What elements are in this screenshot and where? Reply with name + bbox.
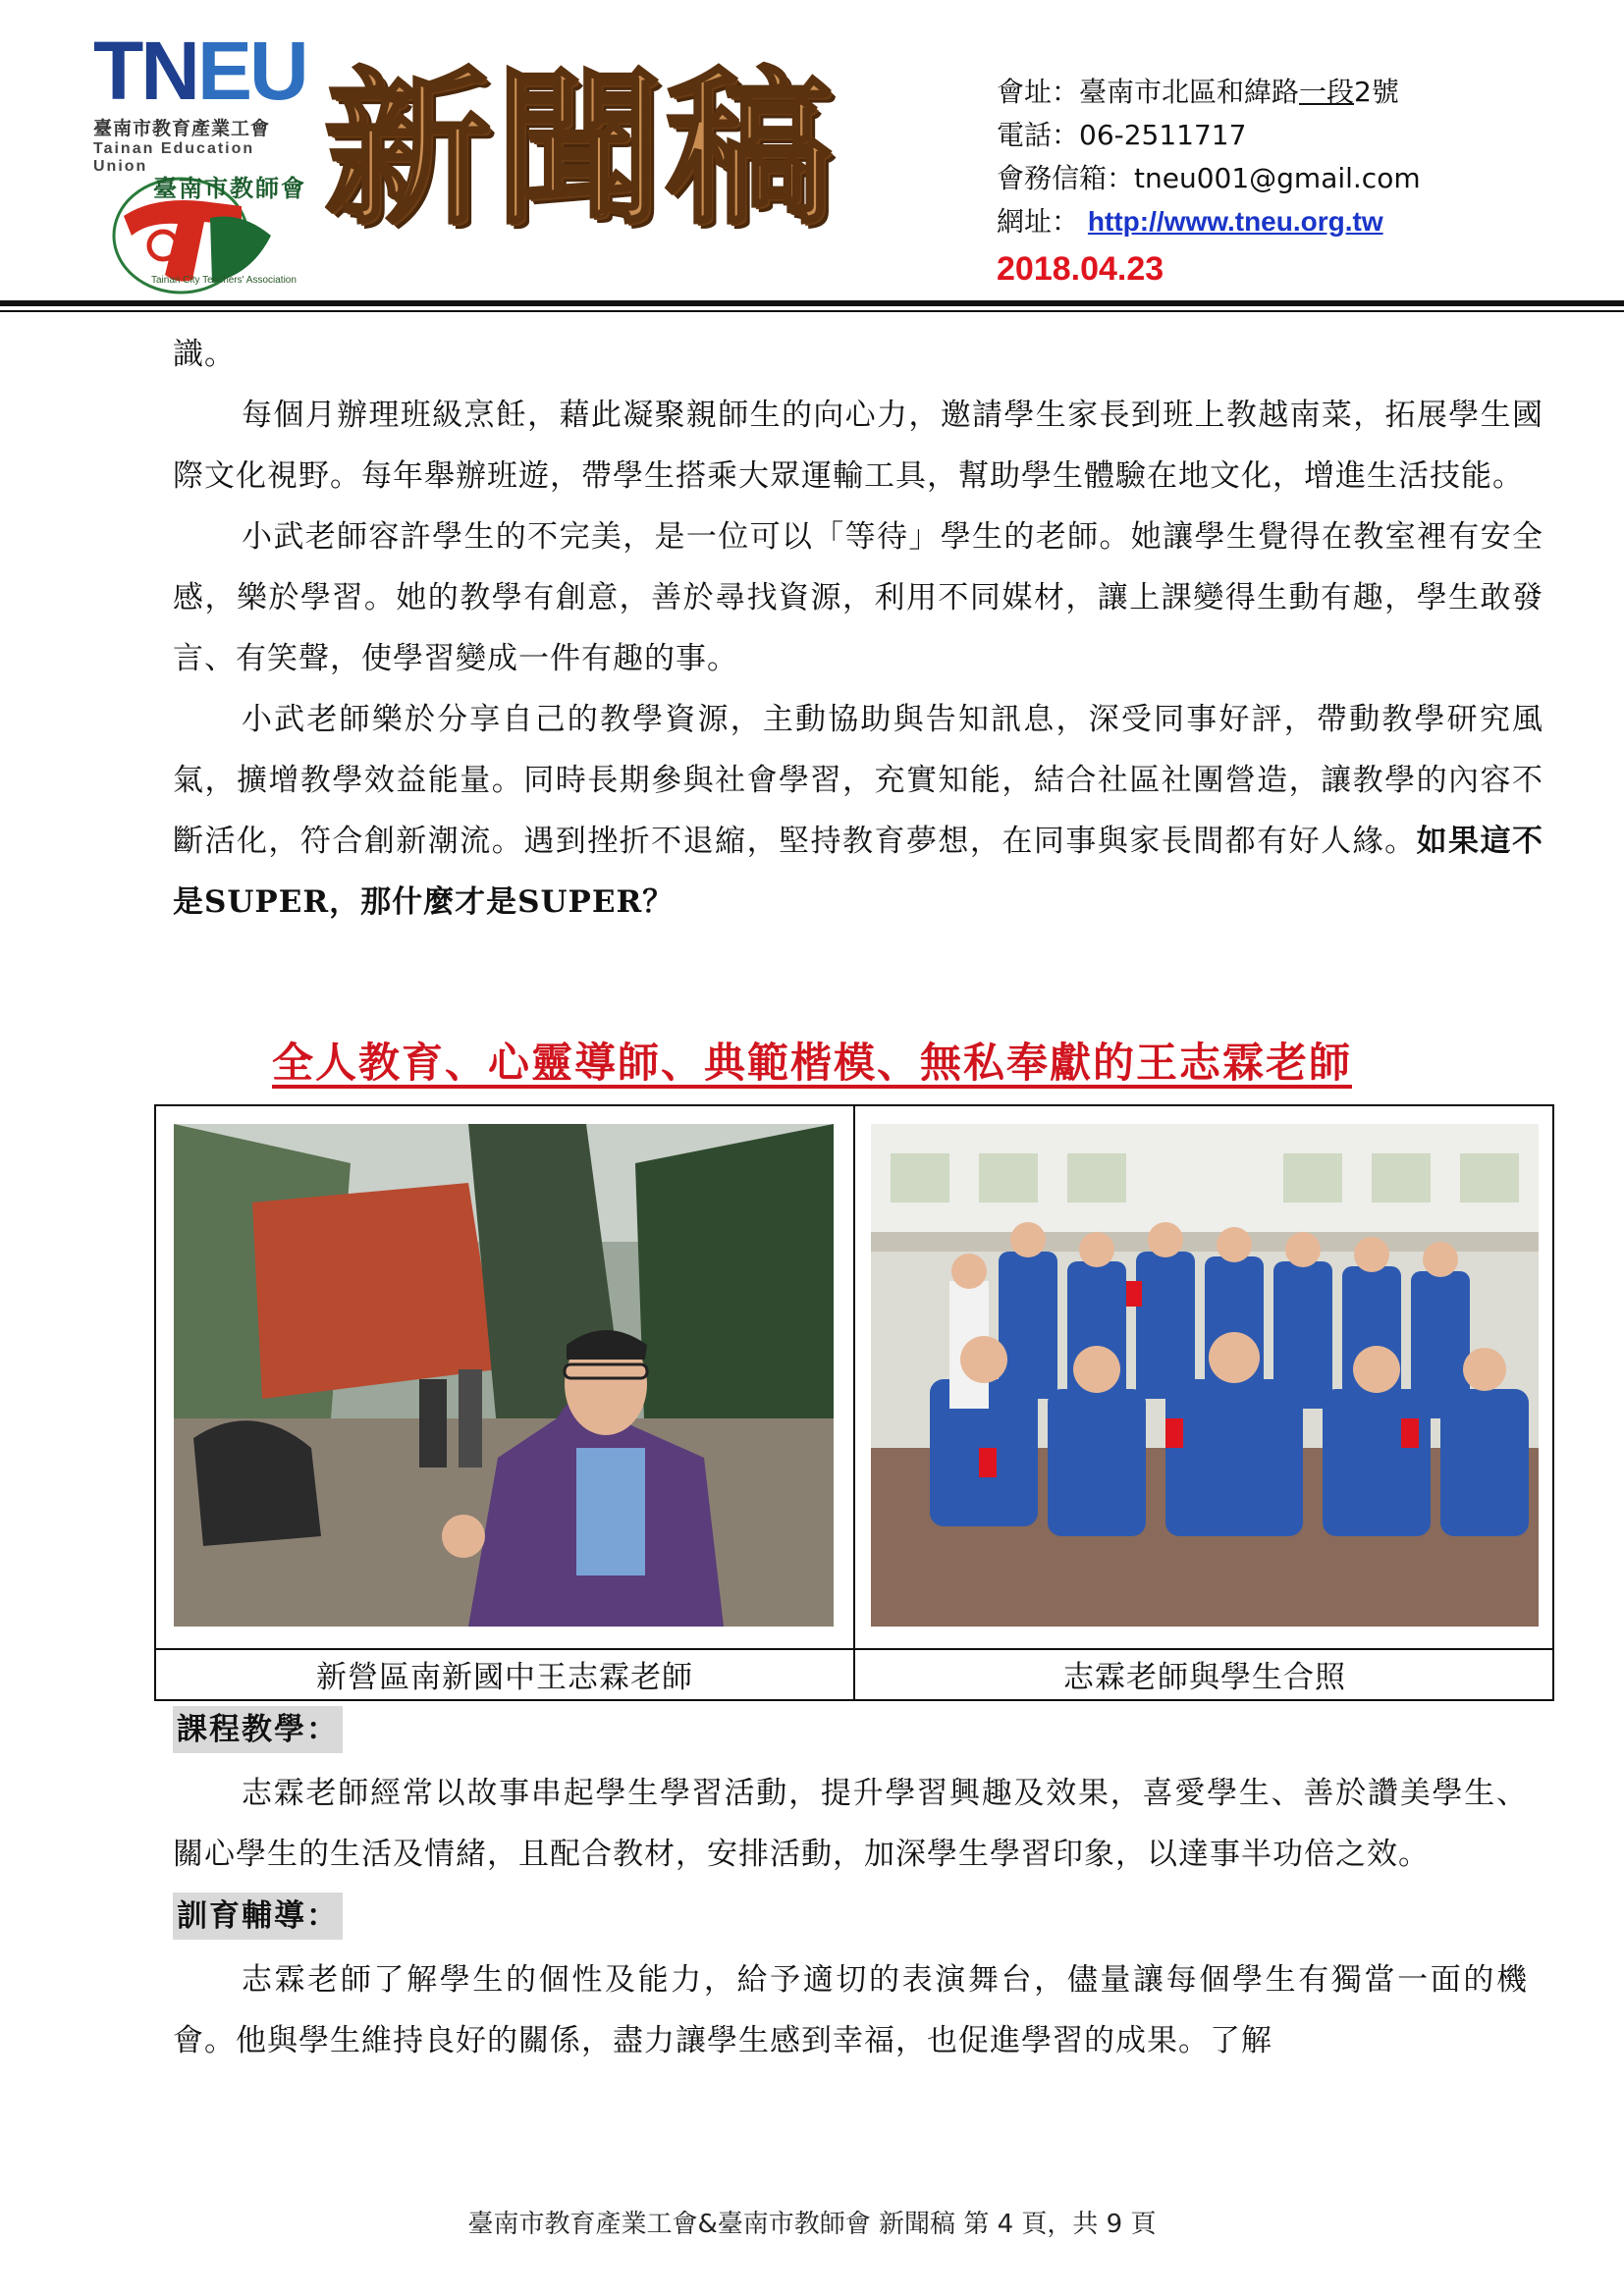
union-name-cn: 臺南市教育產業工會 bbox=[93, 118, 271, 139]
course-heading: 課程教學： bbox=[173, 1706, 343, 1753]
header-divider-thick bbox=[0, 300, 1624, 306]
teachers-association-name-en: Tainan City Teachers' Association bbox=[151, 275, 297, 286]
page-footer: 臺南市教育產業工會&臺南市教師會 新聞稿 第 4 頁，共 9 頁 bbox=[467, 2210, 1157, 2239]
release-date: 2018.04.23 bbox=[997, 250, 1164, 288]
guidance-paragraph: 志霖老師了解學生的個性及能力，給予適切的表演舞台，儘量讓每個學生有獨當一面的機會。他與學生維持良好的關係，盡力讓學生感到幸福，也促進學習的成果。了解 bbox=[173, 1962, 1528, 2058]
course-section bbox=[173, 1706, 1528, 1885]
photo-table bbox=[154, 1104, 1554, 1701]
website-link[interactable]: http://www.tneu.org.tw bbox=[1087, 206, 1383, 237]
course-paragraph: 志霖老師經常以故事串起學生學習活動，提升學習興趣及效果，喜愛學生、善於讚美學生、關心學生的生活及情緒，且配合教材，安排活動，加深學生學習印象，以達事半功倍之效。 bbox=[173, 1776, 1528, 1872]
photo-caption-right: 志霖老師與學生合照 bbox=[1063, 1660, 1346, 1695]
tneu-logo bbox=[93, 25, 309, 176]
paragraph-sharing: 小武老師樂於分享自己的教學資源，主動協助與告知訊息，深受同事好評，帶動教學研究風氣，擴增教學效益能量。同時長期參與社會學習，充實知能，結合社區社團營造，讓教學的內容不斷活化，符合創新潮流。遇到挫折不退縮，堅持教育夢想，在同事與家長間都有好人緣。如果這不是SUPER，那什麼才是SUPER？ bbox=[173, 702, 1544, 920]
website-line: 網址： http://www.tneu.org.tw bbox=[997, 205, 1383, 238]
paragraph-cooking: 每個月辦理班級烹飪，藉此凝聚親師生的向心力，邀請學生家長到班上教越南菜，拓展學生國際文化視野。每年舉辦班遊，帶學生搭乘大眾運輸工具，幫助學生體驗在地文化，增進生活技能。 bbox=[173, 398, 1543, 494]
contact-info bbox=[997, 71, 1421, 291]
teacher-profile-sections bbox=[173, 1706, 1528, 2071]
email-line: 會務信箱：tneu001@gmail.com bbox=[997, 162, 1421, 194]
masthead-title: 新聞稿 bbox=[324, 51, 838, 247]
teacher-portrait-image bbox=[174, 1124, 834, 1627]
paragraph-waiting: 小武老師容許學生的不完美，是一位可以「等待」學生的老師。她讓學生覺得在教室裡有安全感，樂於學習。她的教學有創意，善於尋找資源，利用不同媒材，讓上課變得生動有趣，學生敢發言、有笑聲，使學習變成一件有趣的事。 bbox=[173, 519, 1543, 676]
teacher-portrait-photo bbox=[174, 1124, 834, 1627]
teachers-association-logo bbox=[94, 157, 315, 294]
phone-line: 電話：06-2511717 bbox=[997, 119, 1247, 151]
guidance-heading: 訓育輔導： bbox=[173, 1893, 343, 1940]
teachers-association-name-cn: 臺南市教師會 bbox=[153, 174, 306, 202]
group-photo bbox=[871, 1124, 1539, 1627]
tneu-logo-text: TNEU bbox=[93, 25, 306, 117]
article-body bbox=[173, 324, 1543, 933]
super-slogan: 如果這不是SUPER，那什麼才是SUPER？ bbox=[173, 824, 1544, 920]
photo-caption-left: 新營區南新國中王志霖老師 bbox=[316, 1660, 693, 1695]
page-header bbox=[0, 0, 1624, 314]
section-title: 全人教育、心靈導師、典範楷模、無私奉獻的王志霖老師 bbox=[271, 1039, 1352, 1087]
paragraph-continuation: 識。 bbox=[173, 337, 236, 372]
guidance-section bbox=[173, 1893, 1528, 2071]
header-divider-thin bbox=[0, 310, 1624, 312]
address-line: 會址：臺南市北區和緯路一段2號 bbox=[997, 76, 1399, 108]
teacher-with-students-image bbox=[871, 1124, 1539, 1627]
union-name-en: Tainan Education Union bbox=[93, 140, 255, 175]
